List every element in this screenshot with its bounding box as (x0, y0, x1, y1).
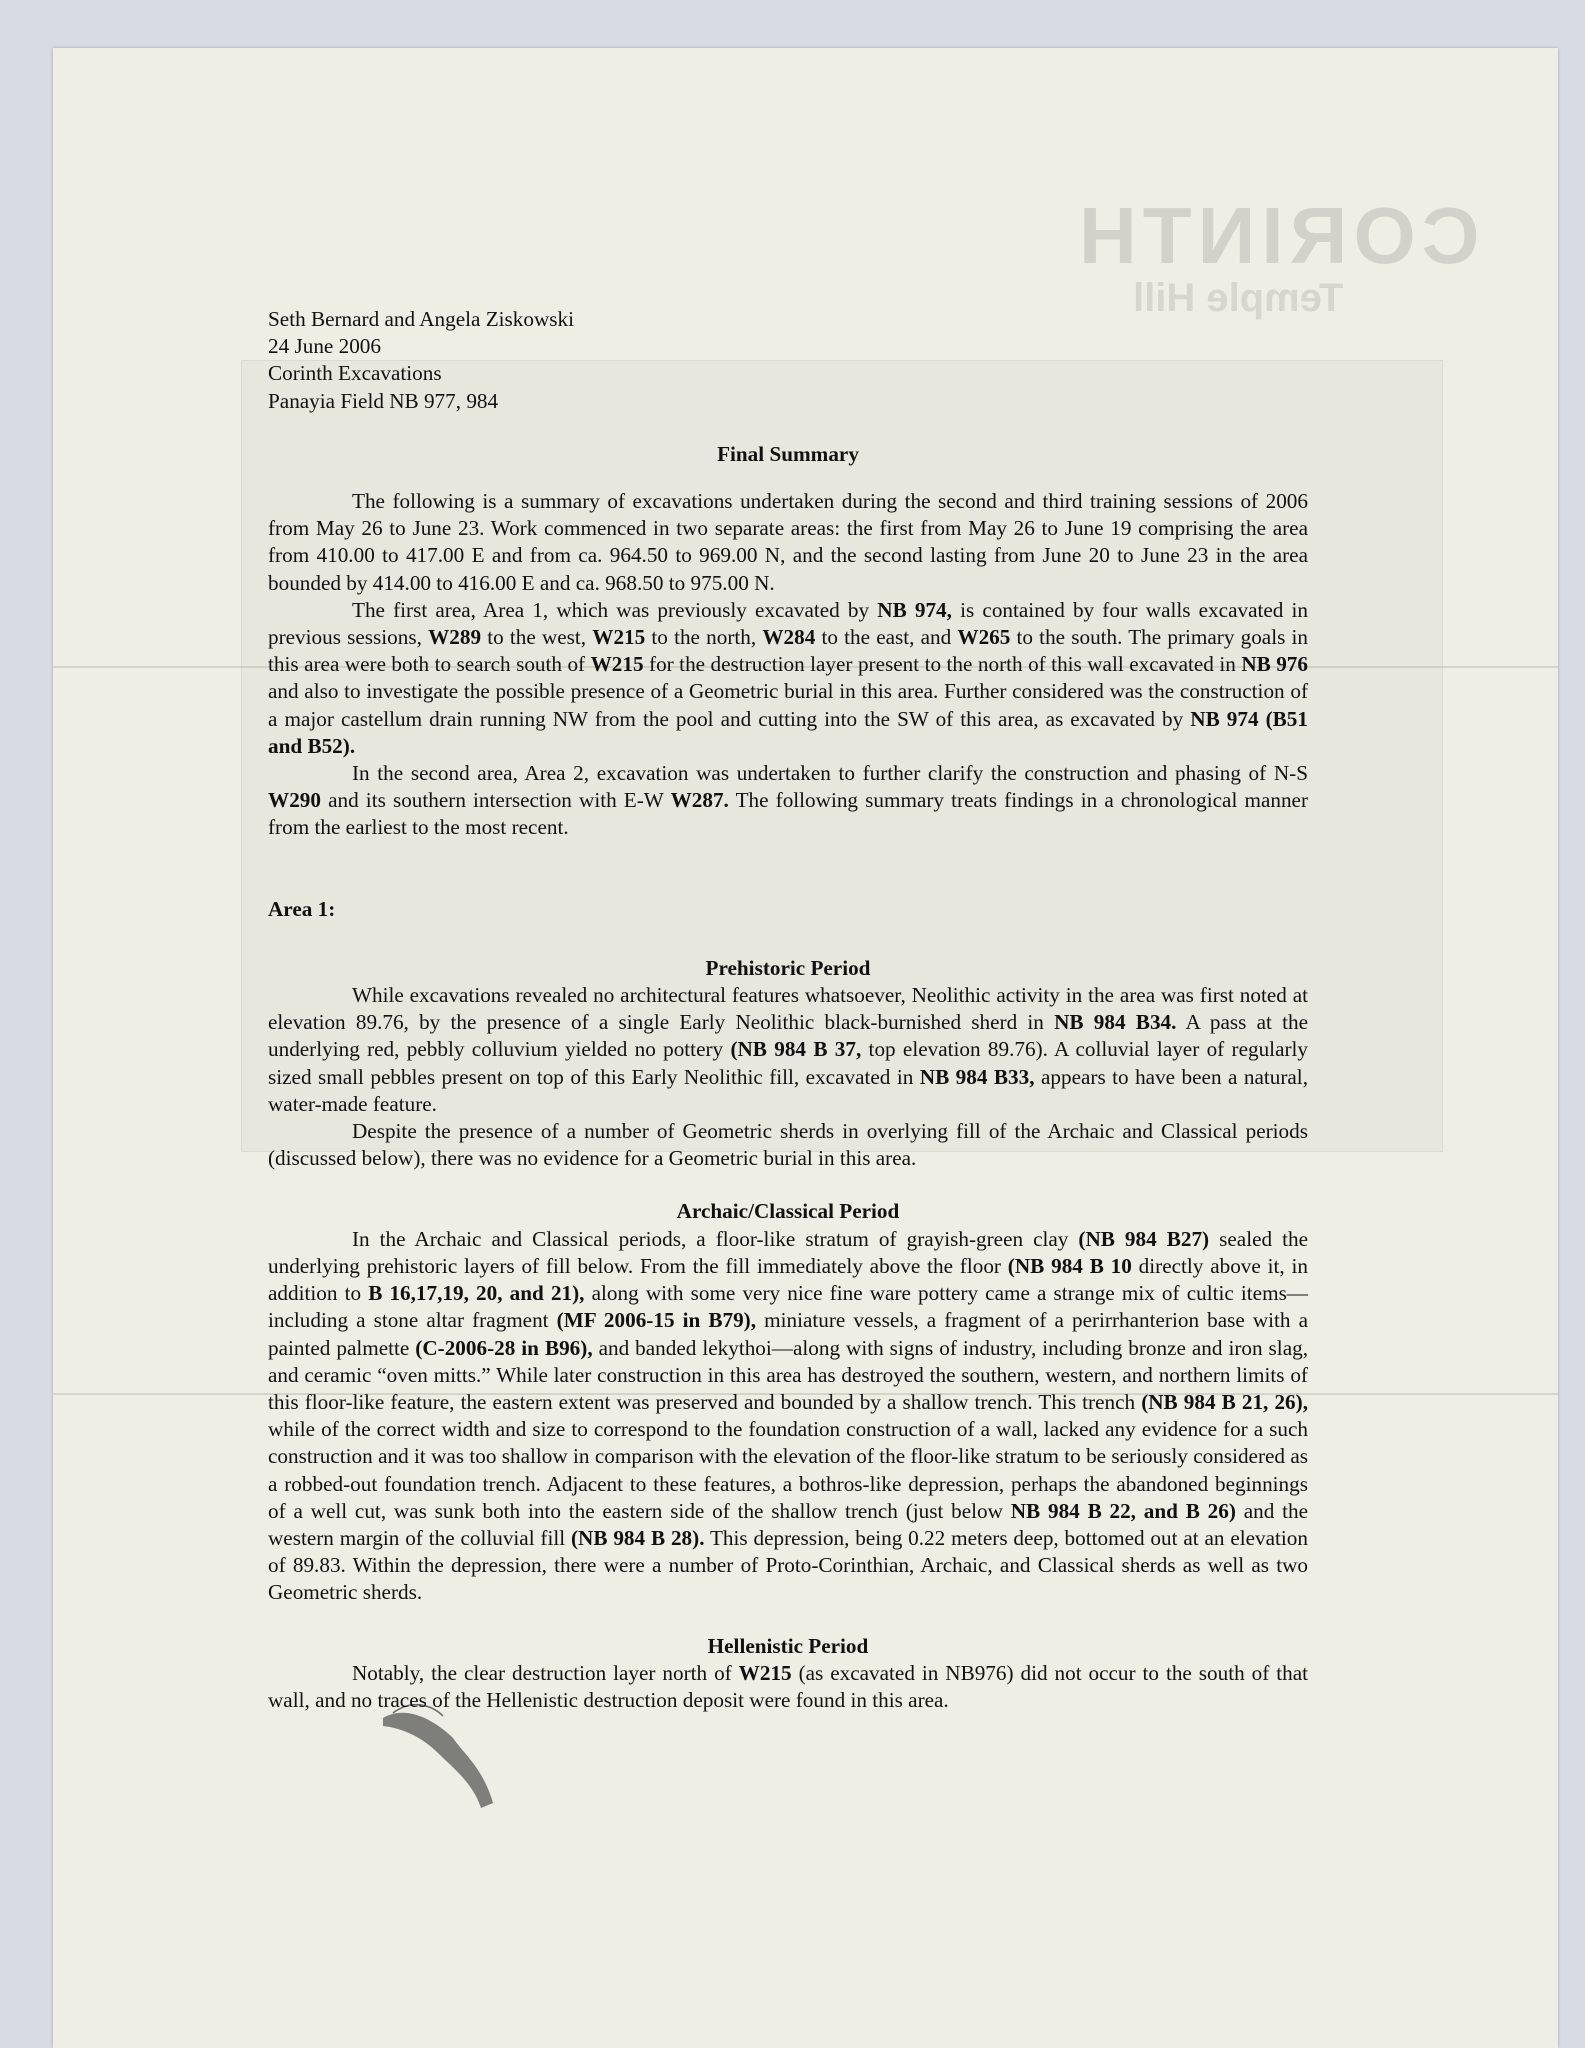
document-title: Final Summary (717, 441, 859, 466)
hellenistic-period-heading: Hellenistic Period (707, 1633, 869, 1658)
intro-paragraph-2: The first area, Area 1, which was previously excavated by NB 974, is contained by four walls excavated in previous sessions, W289 to the west, W215 to the north, W284 to the east, and W265 to the south. The primary goals in this area were both to search south of W215 for the destruction layer present to the north of this wall excavated in NB 976 and also to investigate the possible presence of a Geometric burial in this area. Further considered was the construction of a major castellum drain running NW from the pool and cutting into the SW of this area, as excavated by NB 974 (B51 and B52). (268, 597, 1309, 758)
prehistoric-period-heading: Prehistoric Period (705, 955, 871, 980)
document-body (268, 306, 1308, 1714)
institution: Corinth Excavations (268, 361, 442, 386)
prehistoric-paragraph-2: Despite the presence of a number of Geometric sherds in overlying fill of the Archaic and Classical periods (discussed below), there was no evidence for a Geometric burial in this area. (268, 1119, 1308, 1171)
intro-paragraph-3: In the second area, Area 2, excavation was undertaken to further clarify the construction and phasing of N-S W290 and its southern intersection with E-W W287. The following summary treats findings in a chronological manner from the earliest to the most recent. (268, 761, 1308, 840)
hellenistic-paragraph: Notably, the clear destruction layer north of W215 (as excavated in NB976) did not occur to the south of that wall, and no traces of the Hellenistic destruction deposit were found in this area. (268, 1660, 1308, 1712)
prehistoric-paragraph-1: While excavations revealed no architectural features whatsoever, Neolithic activity in the area was first noted at elevation 89.76, by the presence of a single Early Neolithic black-burnished sherd in NB 984 B34. A pass at the underlying red, pebbly colluvium yielded no pottery (NB 984 B 37, top elevation 89.76). A colluvial layer of regularly sized small pebbles present on top of this Early Neolithic fill, excavated in NB 984 B33, appears to have been a natural, water-made feature. (268, 983, 1309, 1116)
archaic-classical-paragraph: In the Archaic and Classical periods, a floor-like stratum of grayish-green clay (NB 984 B27) sealed the underlying prehistoric layers of fill below. From the fill immediately above the floor (NB 984 B 10 directly above it, in addition to B 16,17,19, 20, and 21), along with some very nice fine ware pottery came a strange mix of cultic items—including a stone altar fragment (MF 2006-15 in B79), miniature vessels, a fragment of a perirrhanterion base with a painted palmette (C-2006-28 in B96), and banded lekythoi—along with signs of industry, including bronze and iron slag, and ceramic “oven mitts.” While later construction in this area has destroyed the southern, western, and northern limits of this floor-like feature, the eastern extent was preserved and bounded by a shallow trench. This trench (NB 984 B 21, 26), while of the correct width and size to correspond to the foundation construction of a wall, lacked any evidence for a such construction and it was too shallow in comparison with the elevation of the floor-like stratum to be seriously considered as a robbed-out foundation trench. Adjacent to these features, a bothros-like depression, perhaps the abandoned beginnings of a well cut, was sunk both into the eastern side of the shallow trench (just below NB 984 B 22, and B 26) and the western margin of the colluvial fill (NB 984 B 28). This depression, being 0.22 meters deep, bottomed out at an elevation of 89.83. Within the depression, there were a number of Proto-Corinthian, Archaic, and Classical sherds as well as two Geometric sherds. (268, 1226, 1308, 1605)
area-1-heading: Area 1: (268, 896, 336, 921)
field-notebooks: Panayia Field NB 977, 984 (268, 388, 499, 413)
reverse-side-subtitle: Temple Hill (1133, 276, 1344, 320)
intro-paragraph-1: The following is a summary of excavations undertaken during the second and third training sessions of 2006 from May 26 to June 23. Work commenced in two separate areas: the first from May 26 to June 19 comprising the area from 410.00 to 417.00 E and from ca. 964.50 to 969.00 N, and the second lasting from June 20 to June 23 in the area bounded by 414.00 to 416.00 E and ca. 968.50 to 975.00 N. (268, 489, 1308, 595)
authors: Seth Bernard and Angela Ziskowski (268, 307, 574, 331)
letter-header (268, 306, 1308, 415)
date: 24 June 2006 (268, 334, 381, 359)
reverse-side-title: CORINTH (1073, 191, 1480, 280)
archaic-classical-heading: Archaic/Classical Period (676, 1199, 900, 1224)
paper-tear-mark (383, 1698, 503, 1818)
